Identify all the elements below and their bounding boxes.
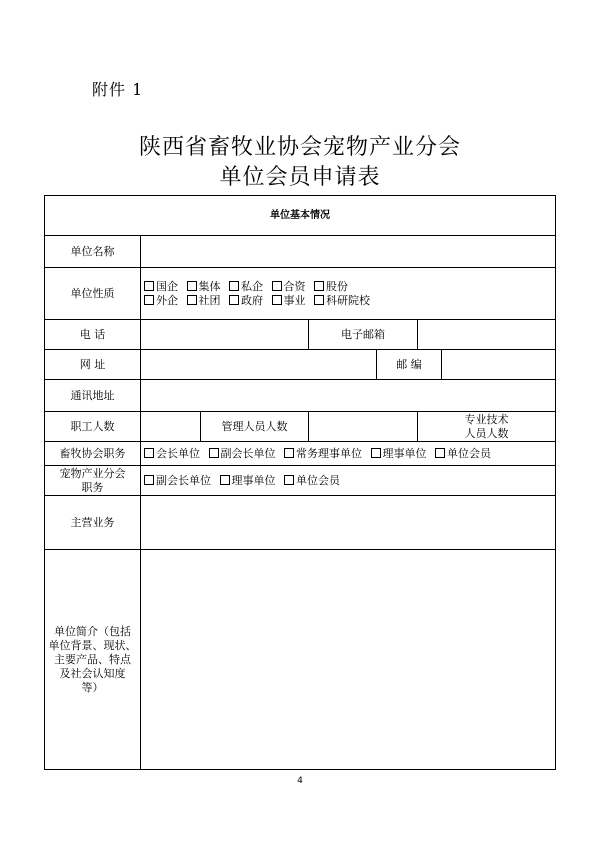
intro-field[interactable] — [141, 550, 556, 770]
unit-nature-options — [141, 268, 556, 320]
checkbox[interactable] — [144, 475, 154, 485]
attachment-label: 附件 1 — [92, 80, 144, 99]
nature-option[interactable]: 国企 — [144, 280, 178, 294]
unit-name-field[interactable] — [141, 236, 556, 268]
section-header: 单位基本情况 — [45, 196, 556, 236]
phone-label: 电 话 — [45, 320, 141, 350]
main-business-field[interactable] — [141, 496, 556, 550]
tech-staff-label: 专业技术 人员人数 — [418, 412, 556, 442]
manager-count-field[interactable] — [309, 412, 418, 442]
assoc-option[interactable]: 单位会员 — [435, 447, 491, 461]
postcode-field[interactable] — [442, 350, 556, 380]
checkbox[interactable] — [144, 448, 154, 458]
checkbox[interactable] — [144, 281, 154, 291]
nature-options-row-1 — [144, 280, 552, 294]
checkbox[interactable] — [229, 295, 239, 305]
nature-option[interactable]: 股份 — [314, 280, 348, 294]
unit-nature-label: 单位性质 — [45, 268, 141, 320]
nature-option[interactable]: 社团 — [187, 294, 221, 308]
branch-position-label: 宠物产业分会 职务 — [45, 466, 141, 496]
page-number: 4 — [297, 776, 303, 786]
website-field[interactable] — [141, 350, 377, 380]
staff-count-label: 职工人数 — [45, 412, 141, 442]
intro-label: 单位简介（包括 单位背景、现状、 主要产品、特点 及社会认知度 等） — [45, 550, 141, 770]
checkbox[interactable] — [272, 281, 282, 291]
checkbox[interactable] — [187, 281, 197, 291]
branch-option[interactable]: 单位会员 — [284, 474, 340, 488]
checkbox[interactable] — [209, 448, 219, 458]
manager-count-label: 管理人员人数 — [201, 412, 309, 442]
address-label: 通讯地址 — [45, 380, 141, 412]
nature-option[interactable]: 外企 — [144, 294, 178, 308]
branch-option[interactable]: 副会长单位 — [144, 474, 211, 488]
form-title: 陕西省畜牧业协会宠物产业分会 — [138, 135, 461, 160]
email-field[interactable] — [418, 320, 556, 350]
checkbox[interactable] — [435, 448, 445, 458]
checkbox[interactable] — [284, 448, 294, 458]
checkbox[interactable] — [314, 281, 324, 291]
assoc-option[interactable]: 副会长单位 — [209, 447, 276, 461]
staff-count-field[interactable] — [141, 412, 201, 442]
form-subtitle: 单位会员申请表 — [219, 165, 381, 190]
application-form-table — [44, 195, 556, 770]
checkbox[interactable] — [144, 295, 154, 305]
main-business-label: 主营业务 — [45, 496, 141, 550]
checkbox[interactable] — [187, 295, 197, 305]
assoc-option[interactable]: 会长单位 — [144, 447, 200, 461]
address-field[interactable] — [141, 380, 556, 412]
assoc-position-options — [141, 442, 556, 466]
branch-position-options — [141, 466, 556, 496]
nature-option[interactable]: 私企 — [229, 280, 263, 294]
nature-option[interactable]: 集体 — [187, 280, 221, 294]
checkbox[interactable] — [284, 475, 294, 485]
phone-field[interactable] — [141, 320, 309, 350]
website-label: 网 址 — [45, 350, 141, 380]
nature-option[interactable]: 合资 — [272, 280, 306, 294]
checkbox[interactable] — [314, 295, 324, 305]
assoc-option[interactable]: 常务理事单位 — [284, 447, 362, 461]
checkbox[interactable] — [371, 448, 381, 458]
nature-option[interactable]: 科研院校 — [314, 294, 370, 308]
branch-option[interactable]: 理事单位 — [220, 474, 276, 488]
nature-option[interactable]: 事业 — [272, 294, 306, 308]
nature-options-row-2 — [144, 294, 552, 308]
unit-name-label: 单位名称 — [45, 236, 141, 268]
assoc-position-label: 畜牧协会职务 — [45, 442, 141, 466]
postcode-label: 邮 编 — [377, 350, 442, 380]
email-label: 电子邮箱 — [309, 320, 418, 350]
checkbox[interactable] — [272, 295, 282, 305]
checkbox[interactable] — [229, 281, 239, 291]
assoc-option[interactable]: 理事单位 — [371, 447, 427, 461]
checkbox[interactable] — [220, 475, 230, 485]
nature-option[interactable]: 政府 — [229, 294, 263, 308]
